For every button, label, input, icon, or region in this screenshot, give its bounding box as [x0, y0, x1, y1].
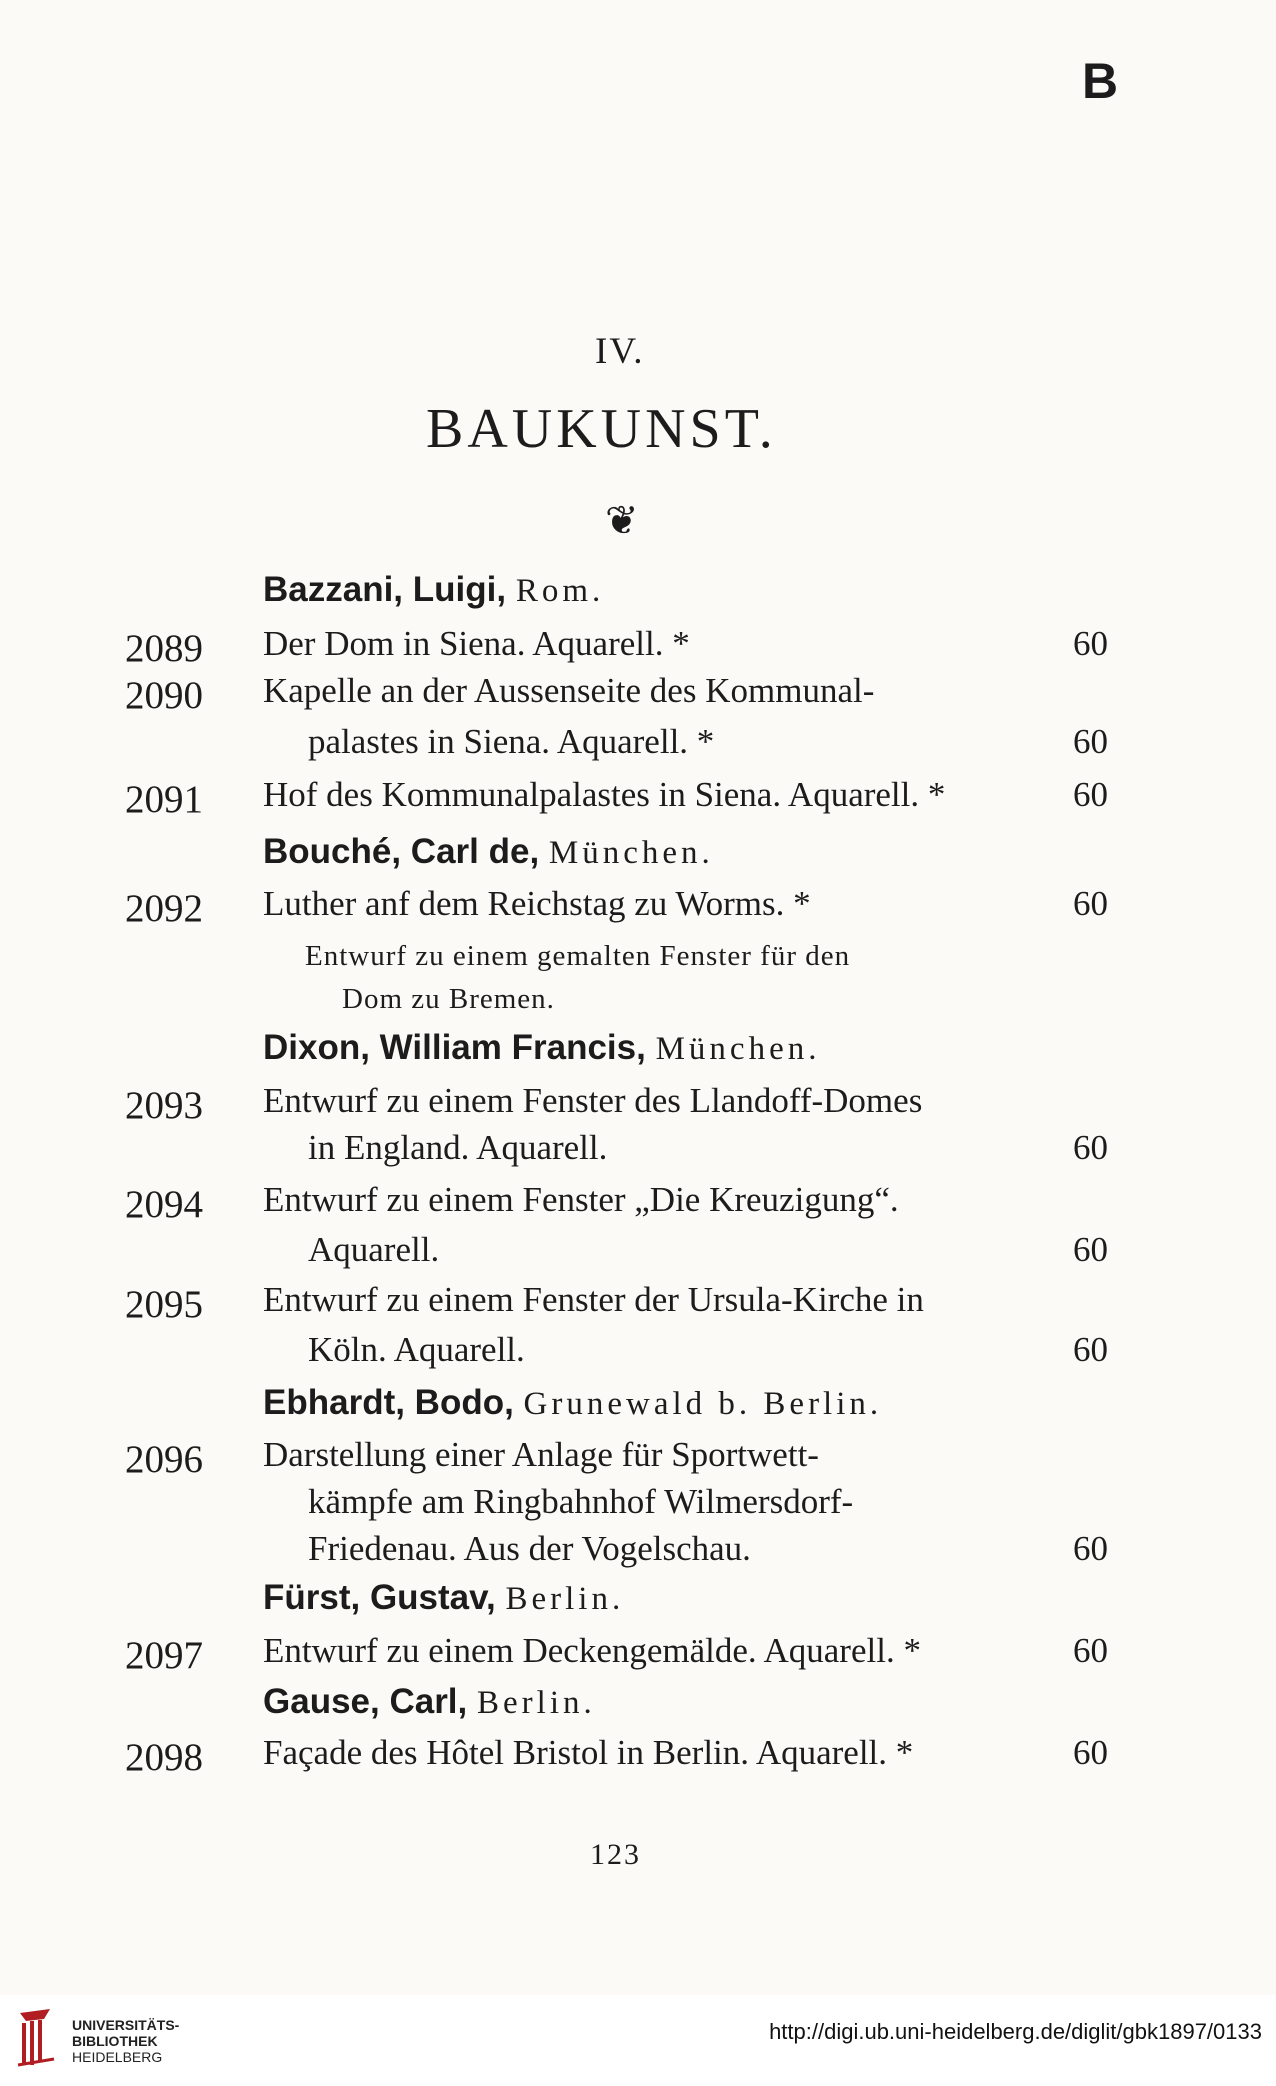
entry-text: Aquarell.	[308, 1230, 440, 1269]
catalog-number: 2093	[125, 1084, 203, 1127]
artist-heading: Gause, Carl, Berlin.	[263, 1682, 596, 1721]
entry-price: 60	[1073, 884, 1108, 923]
entry-text: Köln. Aquarell.	[308, 1330, 525, 1369]
entry-note: Entwurf zu einem gemalten Fenster für den	[305, 940, 851, 972]
catalog-number: 2091	[125, 778, 203, 821]
catalog-number: 2098	[125, 1736, 203, 1779]
signature-mark: B	[1082, 53, 1119, 109]
entry-price: 60	[1073, 1128, 1108, 1167]
entry-price: 60	[1073, 1230, 1108, 1269]
entry-text: Luther anf dem Reichstag zu Worms. *	[263, 884, 811, 923]
entry-text: Entwurf zu einem Fenster des Llandoff-Domes	[263, 1081, 923, 1120]
artist-heading: Bouché, Carl de, München.	[263, 832, 714, 871]
entry-price: 60	[1073, 1330, 1108, 1369]
page-number: 123	[590, 1838, 641, 1871]
entry-price: 60	[1073, 1529, 1108, 1568]
catalog-number: 2095	[125, 1283, 203, 1326]
ornament-icon: ❦	[605, 498, 639, 543]
entry-text: Darstellung einer Anlage für Sportwett-	[263, 1435, 819, 1474]
entry-text: Entwurf zu einem Deckengemälde. Aquarell. *	[263, 1631, 921, 1670]
source-url-link[interactable]: http://digi.ub.uni-heidelberg.de/diglit/gbk1897/0133	[769, 2019, 1262, 2044]
library-logo-text: UNIVERSITÄTS- BIBLIOTHEK HEIDELBERG	[72, 2017, 180, 2065]
entry-price: 60	[1073, 722, 1108, 761]
catalog-number: 2089	[125, 627, 203, 670]
catalog-number: 2096	[125, 1438, 203, 1481]
entry-text: Entwurf zu einem Fenster „Die Kreuzigung“.	[263, 1180, 899, 1219]
artist-heading: Ebhardt, Bodo, Grunewald b. Berlin.	[263, 1383, 883, 1422]
artist-heading: Fürst, Gustav, Berlin.	[263, 1578, 625, 1617]
footer-bar	[0, 1995, 1276, 2086]
entry-text: Friedenau. Aus der Vogelschau.	[308, 1529, 751, 1568]
catalog-number: 2097	[125, 1634, 203, 1677]
entry-price: 60	[1073, 1631, 1108, 1670]
entry-text: kämpfe am Ringbahnhof Wilmersdorf-	[308, 1482, 854, 1521]
catalog-number: 2092	[125, 887, 203, 930]
entry-text: Façade des Hôtel Bristol in Berlin. Aquarell. *	[263, 1733, 914, 1772]
library-logo-icon	[14, 2005, 58, 2069]
section-number: IV.	[595, 331, 645, 372]
catalog-number: 2094	[125, 1183, 203, 1226]
entry-price: 60	[1073, 775, 1108, 814]
entry-text: in England. Aquarell.	[308, 1128, 608, 1167]
artist-heading: Bazzani, Luigi, Rom.	[263, 570, 605, 609]
entry-text: Entwurf zu einem Fenster der Ursula-Kirche in	[263, 1280, 924, 1319]
entry-price: 60	[1073, 1733, 1108, 1772]
entry-price: 60	[1073, 624, 1108, 663]
entry-text: Hof des Kommunalpalastes in Siena. Aquarell. *	[263, 775, 946, 814]
catalog-number: 2090	[125, 674, 203, 717]
entry-text: Der Dom in Siena. Aquarell. *	[263, 624, 690, 663]
entry-text: Kapelle an der Aussenseite des Kommunal-	[263, 671, 875, 710]
section-title: BAUKUNST.	[426, 398, 777, 460]
artist-heading: Dixon, William Francis, München.	[263, 1028, 821, 1067]
entry-note: Dom zu Bremen.	[342, 983, 555, 1015]
entry-text: palastes in Siena. Aquarell. *	[308, 722, 715, 761]
